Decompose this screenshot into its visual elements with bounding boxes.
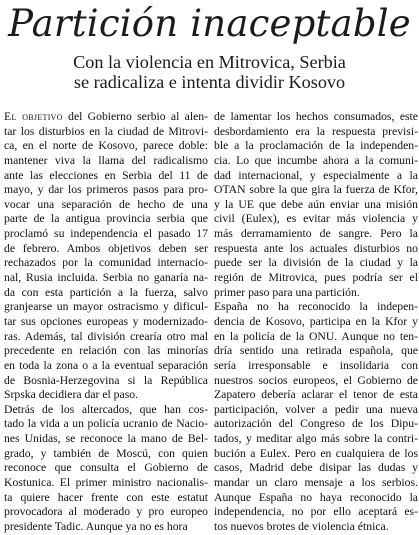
body-text-line: vocar una separación de hecho de una bbox=[4, 197, 208, 211]
body-text-line: en toda la zona o a la eventual separación bbox=[4, 358, 208, 372]
body-text-line: cia. Lo que incumbe ahora a la comuni- bbox=[214, 153, 418, 167]
body-text-line: precedente en relación con las minorías bbox=[4, 344, 208, 358]
body-text-line: tado la vida a un policía ucranio de Nacio- bbox=[4, 417, 208, 431]
body-text-line: OTAN sobre la que gira la fuerza de Kfor, bbox=[214, 183, 418, 197]
body-text-line: mandar un claro mensaje a los serbios. bbox=[214, 476, 418, 490]
body-text-line: en la policía de la ONU. Aunque no ten- bbox=[214, 329, 418, 343]
body-text-line: tar los disturbios en la ciudad de Mitrovi- bbox=[4, 124, 208, 138]
body-text-line: España no ha reconocido la indepen- bbox=[214, 300, 418, 314]
body-text-line: de febrero. Ambos objetivos deben ser bbox=[4, 241, 208, 255]
body-text-line: Kostunica. El primer ministro nacionalis- bbox=[4, 476, 208, 490]
headline: Partición inaceptable bbox=[8, 2, 411, 45]
body-text-line: reconoce que consulta el Gobierno de bbox=[4, 461, 208, 475]
subheadline bbox=[0, 52, 419, 92]
body-text-line: primer paso para una partición. bbox=[214, 285, 360, 299]
body-text-line: proclamó su independencia el pasado 17 bbox=[4, 227, 208, 241]
body-text-line: presidente Tadic. Aunque ya no es hora bbox=[4, 519, 188, 533]
body-text-line: dad internacional, y especialmente a la bbox=[214, 168, 418, 182]
body-text-line: puede ser la división de la ciudad y la bbox=[214, 256, 418, 270]
body-text-line: grado, y también de Moscú, con quien bbox=[4, 446, 208, 460]
body-text-line: dencia de Kosovo, participa en la Kfor y bbox=[214, 314, 418, 328]
body-text-line: respuesta ante los actuales disturbios no bbox=[214, 241, 418, 255]
body-text-line: parte de la antigua provincia serbia que bbox=[4, 212, 208, 226]
body-text-line: casos, Madrid debe disipar las dudas y bbox=[214, 461, 418, 475]
column-left bbox=[4, 110, 208, 535]
body-text-line: ta quiere hacer frente con este estatut bbox=[4, 490, 208, 504]
body-text-line: más derramamiento de sangre. Pero la bbox=[214, 227, 418, 241]
body-text-line: tar sus opciones europeas y modernizado- bbox=[4, 314, 208, 328]
body-text-line: civil (Eulex), es evitar más violencia y bbox=[214, 212, 418, 226]
body-text-line: tados, y meditar algo más sobre la contri- bbox=[214, 432, 418, 446]
body-text-line: Zapatero debería aclarar el tenor de esta bbox=[214, 388, 418, 402]
body-text-line: provocadora al moderado y pro europeo bbox=[4, 505, 208, 519]
column-right bbox=[214, 110, 418, 535]
subheadline-line: se radicaliza e intenta dividir Kosovo bbox=[73, 72, 346, 92]
body-text-line: ca, en el norte de Kosovo, parece doble: bbox=[4, 139, 208, 153]
body-text-line: ras. Además, tal división crearía otro mal bbox=[4, 329, 208, 343]
body-text-line: de Bosnia-Herzegovina si la República bbox=[4, 373, 208, 387]
body-text-line: autorización del Congreso de los Dipu- bbox=[214, 417, 418, 431]
body-text-line: Detrás de los altercados, que han cos- bbox=[4, 402, 208, 416]
body-text-line: mantener viva la llama del radicalismo bbox=[4, 153, 208, 167]
body-text-line: nes Unidas, se reconoce la mano de Bel- bbox=[4, 432, 208, 446]
lead-line-text: del Gobierno serbio al alen- bbox=[62, 110, 208, 123]
body-text-line: nuestros socios europeos, el Gobierno de bbox=[214, 373, 418, 387]
body-text-line: rechazados por la comunidad internacio- bbox=[4, 256, 208, 270]
body-text-line: bución a Eulex. Pero en cualquiera de los bbox=[214, 446, 418, 460]
body-text-line: granjearse un mayor ostracismo y dificul- bbox=[4, 300, 208, 314]
body-text-line bbox=[4, 110, 208, 125]
body-text-line: independencia, no por ello aceptará es- bbox=[214, 505, 418, 519]
body-text-line: desbordamiento era la respuesta previsi- bbox=[214, 124, 418, 138]
body-text-line: Aunque España no haya reconocido la bbox=[214, 490, 418, 504]
body-text-line: tos nuevos brotes de violencia étnica. bbox=[214, 519, 389, 533]
body-text-line: mayo, y dar los primeros pasos para pro- bbox=[4, 183, 208, 197]
body-text-line: nal, Rusia incluida. Serbia no ganaría na- bbox=[4, 271, 208, 285]
body-text-line: da con esta partición a la fuerza, salvo bbox=[4, 285, 208, 299]
body-text-line: participación, volver a pedir una nueva bbox=[214, 402, 418, 416]
body-text-line: ble a la proclamación de la independen- bbox=[214, 139, 418, 153]
body-text-line: región de Mitrovica, pues podría ser el bbox=[214, 271, 418, 285]
lead-in: El objetivo bbox=[4, 110, 63, 123]
body-text-line: Srpska decidiera dar el paso. bbox=[4, 388, 139, 402]
body-text-line: ante las elecciones en Serbia del 11 de bbox=[4, 168, 208, 182]
subheadline-line: Con la violencia en Mitrovica, Serbia bbox=[73, 52, 346, 72]
body-text-line: sería irresponsable e insolidaria con bbox=[214, 358, 418, 372]
body-text-line: dría sentido una retirada española, que bbox=[214, 344, 418, 358]
body-text-line: de lamentar los hechos consumados, este bbox=[214, 110, 418, 123]
body-text-line: y la UE que debe aún enviar una misión bbox=[214, 197, 418, 211]
